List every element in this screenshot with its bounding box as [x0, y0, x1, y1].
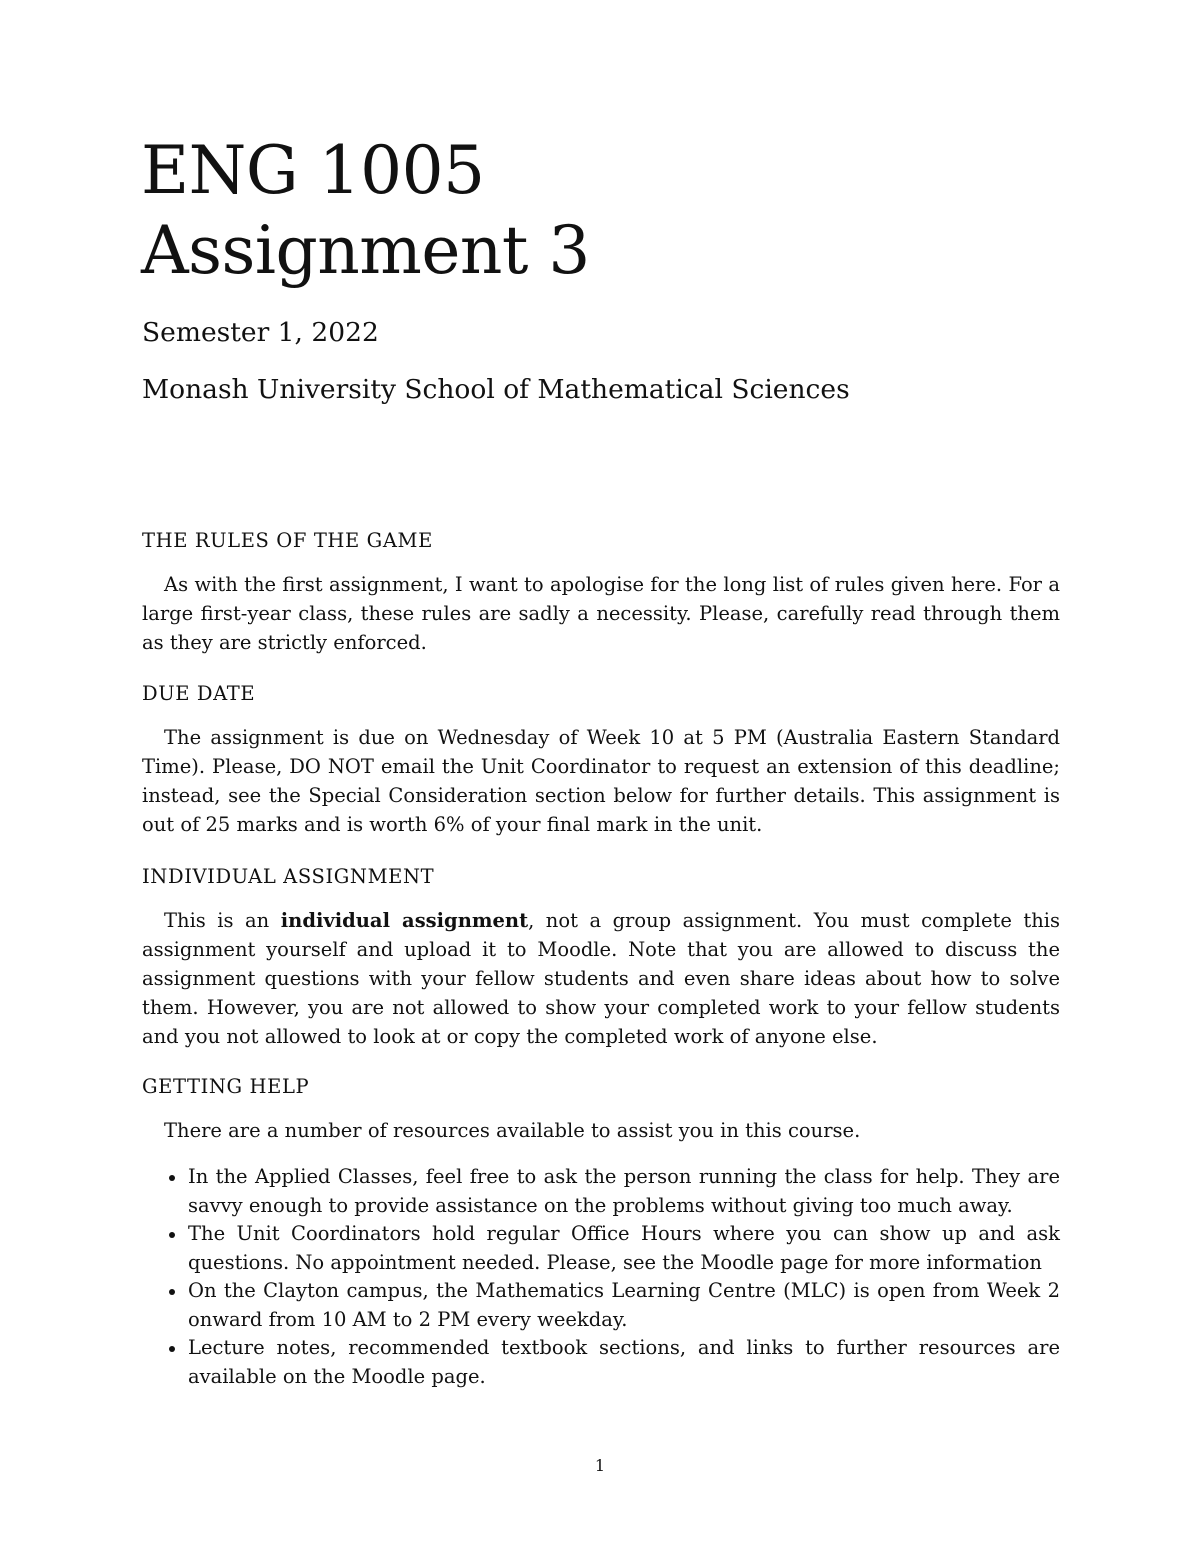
section-body-due-date: The assignment is due on Wednesday of Week 10 at 5 PM (Australia Eastern Standard Time). Please, DO NOT email the Unit Coordinator to request an extension of this deadline; instead, see the Special Consideration section below for further details. This assignment is out of 25 marks and is worth 6% of your final mark in the unit.: [142, 726, 1060, 836]
section-help: [142, 1074, 1060, 1391]
list-item-text: On the Clayton campus, the Mathematics Learning Centre (MLC) is open from Week 2 onward from 10 AM to 2 PM every weekday.: [188, 1279, 1060, 1331]
bullet-icon: [169, 1175, 175, 1181]
section-heading-individual: INDIVIDUAL ASSIGNMENT: [142, 865, 435, 888]
bullet-icon: [169, 1346, 175, 1352]
list-item-text: The Unit Coordinators hold regular Office Hours where you can show up and ask questions. No appointment needed. Please, see the Moodle page for more information: [188, 1222, 1060, 1274]
bullet-icon: [169, 1232, 175, 1238]
help-resource-list: [142, 1163, 1060, 1391]
section-body-rules: As with the first assignment, I want to apologise for the long list of rules given here. For a large first-year class, these rules are sadly a necessity. Please, carefully read through them as they are strictly enforced.: [142, 573, 1060, 654]
section-heading-rules: THE RULES OF THE GAME: [142, 529, 433, 552]
section-due-date: [142, 681, 1060, 839]
bullet-icon: [169, 1289, 175, 1295]
list-item-text: Lecture notes, recommended textbook sections, and links to further resources are available on the Moodle page.: [188, 1336, 1060, 1388]
school-subtitle: Monash University School of Mathematical Sciences: [142, 374, 850, 405]
individual-emphasis: individual assignment: [280, 909, 529, 932]
section-rules: [142, 528, 1060, 657]
list-item: [142, 1334, 1060, 1391]
individual-text-after: , not a group assignment. You must complete this assignment yourself and upload it to Moodle. Note that you are allowed to discuss the assignment questions with your fellow students and even share ideas about how to solve them. However, you are not allowed to show your completed work to your fellow students and you not allowed to look at or copy the completed work of anyone else.: [142, 909, 1060, 1048]
page-number: 1: [594, 1456, 606, 1475]
list-item-text: In the Applied Classes, feel free to ask the person running the class for help. They are savvy enough to provide assistance on the problems without giving too much away.: [188, 1165, 1060, 1217]
section-heading-due-date: DUE DATE: [142, 682, 256, 705]
title-assignment: Assignment 3: [141, 212, 590, 289]
section-body-individual: [142, 906, 1060, 1051]
section-body-help-intro: There are a number of resources available to assist you in this course.: [164, 1119, 861, 1142]
individual-text-before: This is an: [164, 909, 281, 932]
list-item: [142, 1277, 1060, 1334]
section-heading-help: GETTING HELP: [142, 1075, 310, 1098]
section-individual: [142, 864, 1060, 1051]
list-item: [142, 1220, 1060, 1277]
semester-subtitle: Semester 1, 2022: [142, 317, 379, 348]
list-item: [142, 1163, 1060, 1220]
title-course-code: ENG 1005: [141, 132, 485, 209]
